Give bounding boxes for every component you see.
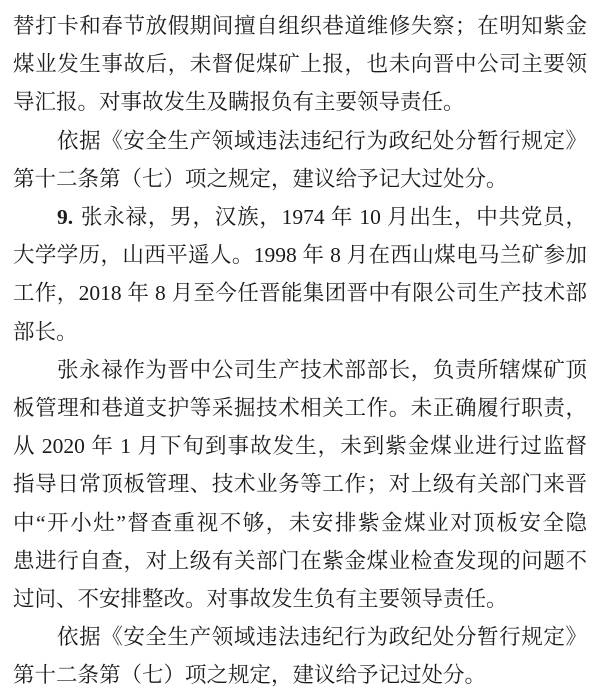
document-line: 替打卡和春节放假期间擅自组织巷道维修失察；在明知紫金 [13,14,587,38]
document-line: 中“开小灶”督查重视不够，未安排紫金煤业对顶板安全隐 [13,510,587,535]
document-line: 张永禄作为晋中公司生产技术部部长，负责所辖煤矿顶 [57,357,587,382]
document-line: 指导日常顶板管理、技术业务等工作；对上级有关部门来晋 [13,472,587,497]
document-line: 依据《安全生产领域违法违纪行为政纪处分暂行规定》 [57,625,587,650]
document-line: 部长。 [13,319,78,344]
document-line-numbered-item [13,198,587,236]
document-line: 板管理和巷道支护等采掘技术相关工作。未正确履行职责， [13,396,587,421]
document-line: 第十二条第（七）项之规定，建议给予记大过处分。 [13,166,508,191]
document-line: 大学学历，山西平遥人。1998 年 8 月在西山煤电马兰矿参加 [13,243,587,268]
document-line: 过问、不安排整改。对事故发生负有主要领导责任。 [13,587,508,612]
list-item-number: 9. [57,205,74,230]
document-line: 第十二条第（七）项之规定，建议给予记过处分。 [13,663,487,688]
document-line: 患进行自查，对上级有关部门在紫金煤业检查发现的问题不 [13,548,587,573]
document-line: 导汇报。对事故发生及瞒报负有主要领导责任。 [13,90,465,115]
document-line: 从 2020 年 1 月下旬到事故发生，未到紫金煤业进行过监督 [13,434,587,459]
document-line: 工作，2018 年 8 月至今任晋能集团晋中有限公司生产技术部 [13,281,587,306]
document-line: 煤业发生事故后，未督促煤矿上报，也未向晋中公司主要领 [13,52,587,77]
list-item-text: 张永禄，男，汉族，1974 年 10 月出生，中共党员， [80,205,587,230]
document-line: 依据《安全生产领域违法违纪行为政纪处分暂行规定》 [57,128,587,153]
